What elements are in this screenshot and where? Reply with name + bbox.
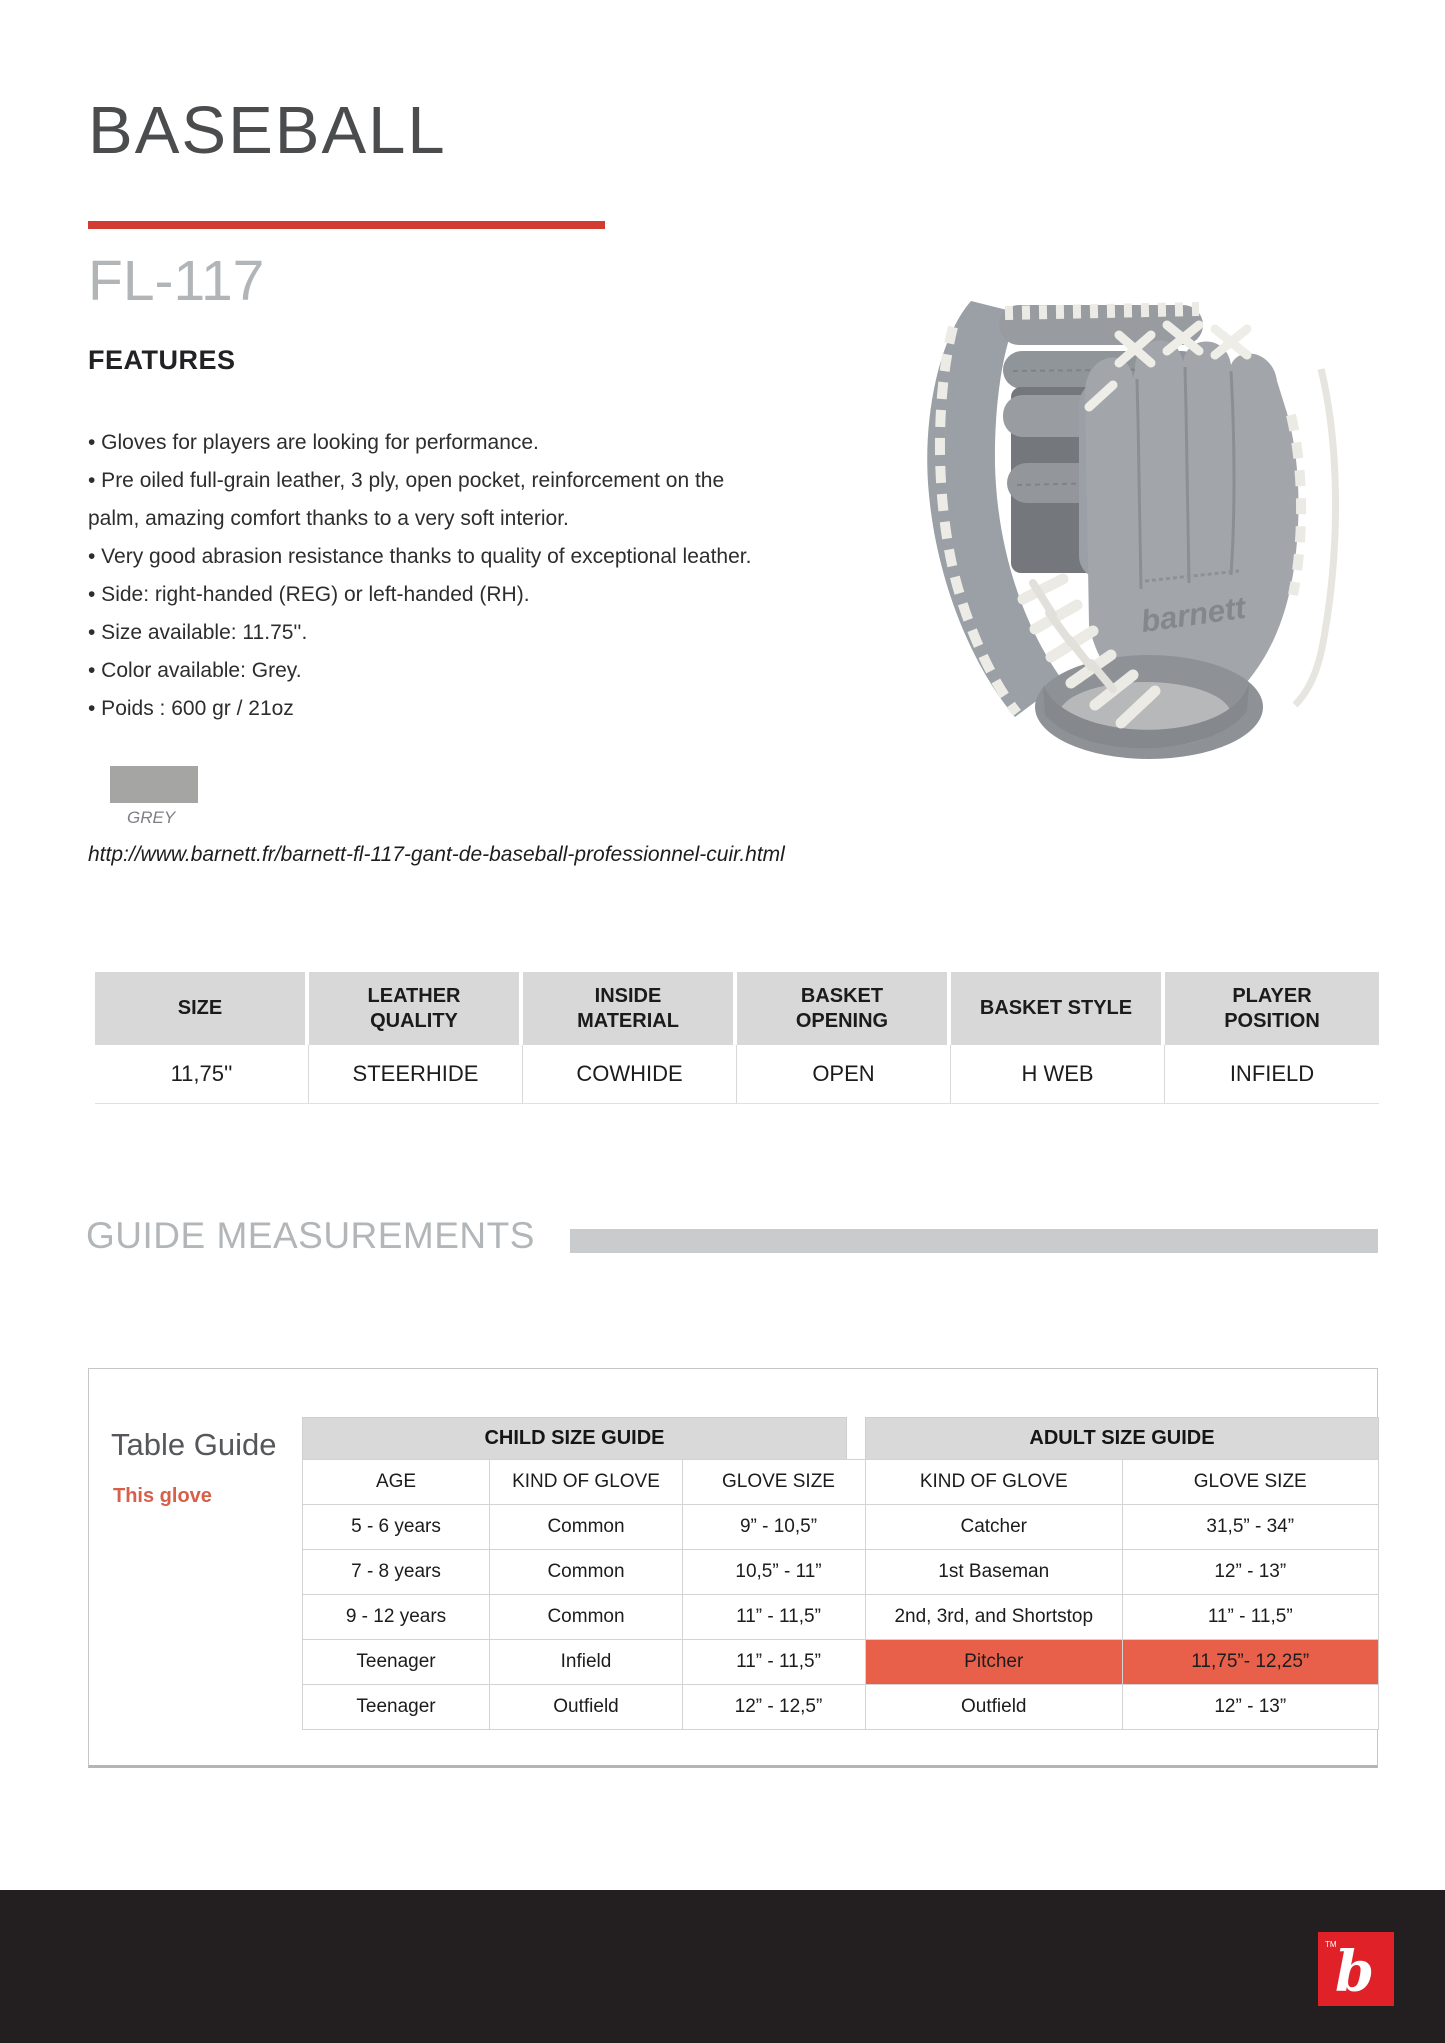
cell-age: 7 - 8 years (303, 1550, 490, 1595)
spec-value-inside-material: COWHIDE (523, 1045, 737, 1103)
guide-measurements-bar (570, 1229, 1378, 1253)
product-url-link[interactable]: http://www.barnett.fr/barnett-fl-117-gant-de-baseball-professionnel-cuir.html (88, 843, 785, 866)
table-row (303, 1505, 875, 1550)
cell-size: 12” - 13” (1122, 1550, 1379, 1595)
spec-header-leather-quality: LEATHER QUALITY (309, 972, 523, 1045)
size-guide-box (88, 1368, 1378, 1768)
spec-value-basket-style: H WEB (951, 1045, 1165, 1103)
table-guide-label: Table Guide (111, 1427, 277, 1462)
adult-table-header-row (866, 1460, 1379, 1505)
cell-kind: 1st Baseman (866, 1550, 1123, 1595)
spec-value-size: 11,75'' (95, 1045, 309, 1103)
guide-measurements-title: GUIDE MEASUREMENTS (86, 1215, 535, 1256)
adult-header-size: GLOVE SIZE (1122, 1460, 1379, 1505)
table-row (866, 1505, 1379, 1550)
cell-size: 11” - 11,5” (1122, 1595, 1379, 1640)
cell-age: 9 - 12 years (303, 1595, 490, 1640)
logo-tm-mark: TM (1325, 1940, 1337, 1949)
cell-kind: Common (490, 1505, 683, 1550)
table-row (866, 1595, 1379, 1640)
cell-size: 31,5” - 34” (1122, 1505, 1379, 1550)
spec-value-player-position: INFIELD (1165, 1045, 1379, 1103)
spec-table-header-row (95, 972, 1379, 1045)
table-row (866, 1550, 1379, 1595)
child-size-guide-title: CHILD SIZE GUIDE (302, 1417, 847, 1459)
spec-header-basket-style: BASKET STYLE (951, 972, 1165, 1045)
feature-item: • Color available: Grey. (88, 659, 302, 682)
glove-product-image (893, 283, 1341, 771)
cell-size: 9” - 10,5” (683, 1505, 875, 1550)
child-table-header-row (303, 1460, 875, 1505)
cell-size: 10,5” - 11” (683, 1550, 875, 1595)
cell-kind: Common (490, 1595, 683, 1640)
cell-size: 12” - 12,5” (683, 1685, 875, 1730)
feature-item: • Very good abrasion resistance thanks to quality of exceptional leather. (88, 545, 752, 568)
page-title: BASEBALL (88, 93, 447, 168)
table-row (303, 1595, 875, 1640)
cell-size: 11,75”- 12,25” (1122, 1640, 1379, 1685)
child-header-age: AGE (303, 1460, 490, 1505)
cell-kind: 2nd, 3rd, and Shortstop (866, 1595, 1123, 1640)
cell-age: 5 - 6 years (303, 1505, 490, 1550)
adult-size-guide-title: ADULT SIZE GUIDE (865, 1417, 1379, 1459)
cell-kind: Pitcher (866, 1640, 1123, 1685)
feature-item: • Side: right-handed (REG) or left-handed (RH). (88, 583, 530, 606)
features-heading: FEATURES (88, 345, 236, 375)
spec-table (95, 972, 1379, 1104)
spec-value-leather-quality: STEERHIDE (309, 1045, 523, 1103)
features-list (88, 424, 753, 728)
barnett-logo (1318, 1932, 1394, 2006)
highlighted-pitcher-row (866, 1640, 1379, 1685)
title-underline (88, 221, 605, 229)
adult-size-guide-table (865, 1417, 1379, 1730)
spec-header-player-position: PLAYER POSITION (1165, 972, 1379, 1045)
cell-kind: Infield (490, 1640, 683, 1685)
cell-size: 11” - 11,5” (683, 1640, 875, 1685)
feature-item: • Poids : 600 gr / 21oz (88, 697, 294, 720)
child-header-size: GLOVE SIZE (683, 1460, 875, 1505)
adult-header-kind: KIND OF GLOVE (866, 1460, 1123, 1505)
cell-age: Teenager (303, 1685, 490, 1730)
table-row (303, 1550, 875, 1595)
spec-table-value-row (95, 1045, 1379, 1104)
spec-value-basket-opening: OPEN (737, 1045, 951, 1103)
color-swatch-label: GREY (127, 808, 176, 827)
cell-size: 12” - 13” (1122, 1685, 1379, 1730)
this-glove-label: This glove (113, 1485, 212, 1507)
footer-bar (0, 1890, 1445, 2043)
feature-item: • Gloves for players are looking for performance. (88, 431, 539, 454)
table-row (303, 1685, 875, 1730)
logo-b-letter: b (1335, 1939, 1375, 2005)
cell-kind: Catcher (866, 1505, 1123, 1550)
feature-item: • Size available: 11.75''. (88, 621, 308, 644)
cell-kind: Common (490, 1550, 683, 1595)
spec-header-inside-material: INSIDE MATERIAL (523, 972, 737, 1045)
glove-brand-embossed-text: barnett (1138, 589, 1248, 640)
cell-kind: Outfield (490, 1685, 683, 1730)
spec-header-basket-opening: BASKET OPENING (737, 972, 951, 1045)
table-row (303, 1640, 875, 1685)
child-header-kind: KIND OF GLOVE (490, 1460, 683, 1505)
model-number: FL-117 (88, 249, 265, 313)
cell-kind: Outfield (866, 1685, 1123, 1730)
glove-illustration (893, 283, 1341, 771)
cell-age: Teenager (303, 1640, 490, 1685)
color-swatch-grey (110, 766, 198, 803)
child-size-guide-table (302, 1417, 847, 1730)
spec-header-size: SIZE (95, 972, 309, 1045)
table-row (866, 1685, 1379, 1730)
cell-size: 11” - 11,5” (683, 1595, 875, 1640)
feature-item: • Pre oiled full-grain leather, 3 ply, open pocket, reinforcement on the palm, amazing comfort thanks to a very soft interior. (88, 469, 725, 530)
